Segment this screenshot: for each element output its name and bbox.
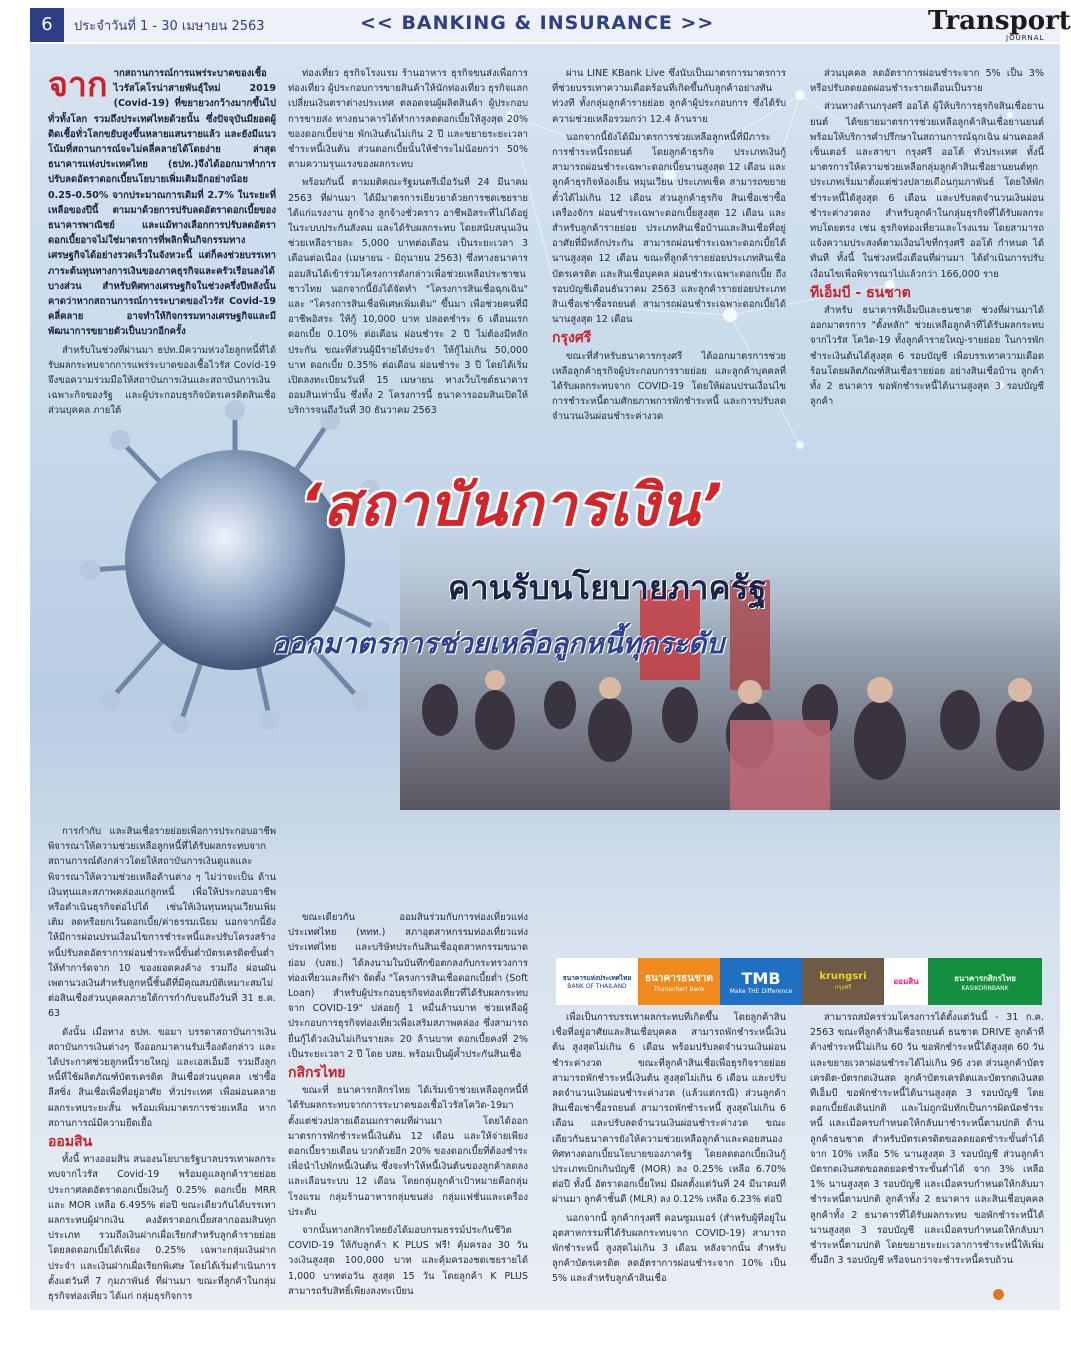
logo-bot-name: ธนาคารแห่งประเทศไทย	[562, 974, 632, 982]
end-mark-icon	[993, 1289, 1004, 1300]
logo-thanachart-sub: Thanachart Bank	[653, 985, 705, 993]
logo-tmb-name: TMB	[741, 968, 781, 988]
headline-title: ‘สถาบันการเงิน’	[300, 471, 724, 539]
column-4-bottom	[810, 1010, 1044, 1302]
publication-logo: Transport	[928, 6, 1071, 36]
logo-tmb-sub: Make THE Difference	[729, 987, 793, 995]
logo-gsb-name: ออมสิน	[893, 977, 919, 986]
logo-gsb	[884, 958, 928, 1005]
paragraph: ทั้งนี้ ทางออมสิน สนองนโยบายรัฐบาลบรรเทาผลกระทบจากไวรัส Covid-19 พร้อมดูแลลูกค้ารายย่อย ประกาศลดอัตราดอกเบี้ยเงินกู้ 0.25% ดอกเบี้ย MRR และ MOR เหลือ 6.495% ต่อปี ขณะเดียวกันได้บรรเทาผลกระทบผู้ฝากเงิน คงอัตราดอกเบี้ยสลากออมสินทุกประเภท รวมถึงเงินฝากเผื่อเรียกสำหรับลูกค้ารายย่อย โดยลดดอกเบี้ยได้เพียง 0.25% เฉพาะกลุ่มเงินฝากประจำ และเงินฝากเผื่อเรียกพิเศษ โดยได้เริ่มดำเนินการตั้งแต่วันที่ 7 กุมภาพันธ์ ที่ผ่านมา ขณะที่ลูกค้าในกลุ่มธุรกิจท่องเที่ยว ได้แก่ กลุ่มธุรกิจการ	[48, 1154, 276, 1303]
paragraph: พร้อมกันนี้ ตามมติคณะรัฐมนตรีเมื่อวันที่ 24 มีนาคม 2563 ที่ผ่านมา ได้มีมาตรการเยียวยาด้วยการชดเชยรายได้แก่แรงงาน ลูกจ้าง ลูกจ้างชั่วคราว อาชีพอิสระที่ไม่ได้อยู่ในระบบประกันสังคม และได้รับผลกระทบ โดยสนับสนุนเงินช่วยเหลือรายละ 5,000 บาทต่อเดือน เป็นระยะเวลา 3 เดือนต่อเนื่อง (เมษายน - มิถุนายน 2563) ซึ่งทางธนาคารออมสินได้เข้าร่วมโครงการดังกล่าวเพื่อช่วยเหลือประชาชนชาวไทย นอกจากนี้ยังได้จัดทำ "โครงการสินเชื่อฉุกเฉิน" และ "โครงการสินเชื่อพิเศษเพิ่มเติม" ขึ้นมา เพื่อช่วยคนที่มีอาชีพอิสระ ให้กู้ 10,000 บาท ปลอดชำระ 6 เดือนแรก ดอกเบี้ย 0.10% ต่อเดือน ผ่อนชำระ 2 ปี ไม่ต้องมีหลักประกัน ขณะที่ส่วนผู้มีรายได้ประจำ ให้กู้ไม่เกิน 50,000 บาท ดอกเบี้ย 0.35% ต่อเดือน ผ่อนชำระ 3 ปี โดยได้เริ่มเปิดลงทะเบียนวันที่ 15 เมษายน ทางเว็บไซต์ธนาคารออมสินเท่านั้น ซึ่งทั้ง 2 โครงการนี้ ธนาคารออมสินเปิดให้บริการจนถึงวันที่ 30 ธันวาคม 2563	[288, 177, 528, 417]
dropcap: จาก	[48, 65, 108, 105]
logo-bot-sub: BANK OF THAILAND	[567, 983, 627, 990]
logo-krungsri-name: krungsri	[819, 971, 867, 982]
paragraph: นอกจากนี้ยังได้มีมาตรการช่วยเหลือลูกหนี้ที่มีภาระการชำระหนี้รถยนต์ โดยลูกค้าธุรกิจ ประเภทเงินกู้ สามารถผ่อนชำระเฉพาะดอกเบี้ยนานสูงสุด 12 เดือน และลูกค้าธุรกิจห้องเย็น หมุนเวียน ประเภทเช็ค สามารถขยายตั๋วได้ไม่เกิน 12 เดือน ส่วนลูกค้าธุรกิจ สินเชื่อเช่าซื้อเครื่องจักร ผ่อนชำระเฉพาะดอกเบี้ยสูงสุด 12 เดือน และสำหรับลูกค้ารายย่อย ประเภทสินเชื่อบ้านและสินเชื่อที่อยู่อาศัยที่มีหลักประกัน สามารถผ่อนชำระเฉพาะดอกเบี้ยได้นานสูงสุด 12 เดือน ขณะที่ลูกค้ารายย่อยประเภทสินเชื่อบัตรเครดิต และสินเชื่อบุคคล ผ่อนชำระเฉพาะดอกเบี้ย ถึงรอบบัญชีเดือนธันวาคม 2563 และลูกค้ารายย่อยประเภทสินเชื่อเช่าซื้อรถยนต์ สามารถผ่อนชำระเฉพาะดอกเบี้ยได้นานสูงสุด 12 เดือน	[552, 131, 786, 326]
subhead-gsb: ออมสิน	[48, 1134, 93, 1151]
paragraph: ขณะที่ ธนาคารกสิกรไทย ได้เริ่มเข้าช่วยเหลือลูกหนี้ที่ได้รับผลกระทบจากการระบาดของเชื้อไวรัสโควิด-19มาตั้งแต่ช่วงปลายเดือนมกราคมที่ผ่านมา โดยได้ออกมาตรการพักชำระหนี้เงินต้น 12 เดือน และให้จ่ายเพียงดอกเบี้ยรายเดือน บวกด้วยอีก 20% ของดอกเบี้ยที่ต้องชำระ เพื่อนำไปพักหนี้เงินต้น ซึ่งจะทำให้หนี้เงินต้นของลูกค้าลดลง และเลือนระบบ 12 เดือน โดยกลุ่มลูกค้าเป้าหมายคือกลุ่มโรงแรม กลุ่มร้านอาหารกลุ่มขนส่ง กลุ่มแฟชั่นและเครื่องประดับ	[288, 1085, 528, 1218]
paragraph: ขณะที่สำหรับธนาคารกรุงศรี ได้ออกมาตรการช่วยเหลือลูกค้าธุรกิจผู้ประกอบการรายย่อย และลูกค้าบุคคลที่ได้รับผลกระทบจาก COVID-19 โดยให้ผ่อนปรนเงื่อนไขการชำระหนี้ตามศักยภาพการพักชำระหนี้ และการปรับลดจำนวนเงินผ่อนชำระค่างวด	[552, 350, 786, 423]
paragraph: ดังนั้น เมื่อทาง ธปท. ขอมา บรรดาสถาบันการเงินสถาบันการเงินต่างๆ จึงออกมาคานรับเรื่องดังกล่าว และได้ประกาศช่วยลูกหนี้รายใหญ่ และเอสเอ็มอี รวมถึงลูกหนี้ที่ใช้ผลิตภัณฑ์บัตรเครดิต สินเชื่อส่วนบุคคล เช่าซื้อ ลีสซิ่ง สินเชื่อเพื่อที่อยู่อาศัย ทั่วประเทศ เพื่อผ่อนคลายผลกระทบระยะสั้น พร้อมเพิ่มมาตรการช่วยเหลือ หากสถานการณ์มีความยืดเยื้อ	[48, 1026, 276, 1129]
paragraph: การกำกับ และสินเชื่อรายย่อยเพื่อการประกอบอาชีพพิจารณาให้ความช่วยเหลือลูกหนี้ที่ได้รับผลกระทบจากสถานการณ์ดังกล่าวโดยให้สถาบันการเงินดูแลและพิจารณาให้ความช่วยเหลือด้านต่าง ๆ ไม่ว่าจะเป็น ด้านเงินทุนและสภาพคล่องแก่ลูกหนี้ เพื่อให้ประกอบอาชีพหรือดำเนินธุรกิจต่อไปได้ เช่นให้เงินทุนหมุนเวียนเพิ่มเติม ลดหรือยกเว้นดอกเบี้ย/ค่าธรรมเนียม นอกจากนี้ยังให้มีการผ่อนปรนเงื่อนไขการชำระหนี้และปรับโครงสร้างหนี้ปรับลดอัตราการผ่อนชำระหนี้ขั้นต่ำบัตรเครดิตขั้นต่ำให้ทำการ์ดจาก 10 ของยอดคงค้าง รวมถึง ผ่อนผันเพดานวงเงินสำหรับลูกหนี้ชั้นดีที่มีคุณสมบัติเหมาะสมไม่ต่อสินเชื่อส่วนบุคคลภายใต้การกำกับจนถึงวันที่ 31 ธ.ค. 63	[48, 826, 276, 1020]
paragraph: ส่วนทางด้านกรุงศรี ออโต้ ผู้ให้บริการธุรกิจสินเชื่อยานยนต์ ได้ขยายมาตรการช่วยเหลือลูกค้าสินเชื่อยานยนต์ พร้อมให้บริการคำปรึกษาในสถานการณ์ฉุกเฉิน ผ่านคอลล์เซ็นเตอร์ และสาขา กรุงศรี ออโต้ ทั่วประเทศ ทั้งนี้มาตรการให้ความช่วยเหลือกลุ่มลูกค้าสินเชื่อยานยนต์ทุกประเภทเริ่มมาตั้งแต่ช่วงปลายเดือนกุมภาพันธ์ โดยให้พักชำระหนี้ได้สูงสุด 6 เดือน และปรับลดจำนวนเงินผ่อนชำระค่างวดลง สำหรับลูกค้าในกลุ่มธุรกิจที่ได้รับผลกระทบโดยตรง เช่น ธุรกิจท่องเที่ยวและโรงแรม โดยสามารถแจ้งความประสงค์ตามเงื่อนไขที่กรุงศรี ออโต้ กำหนด ได้ทันที ทั้งนี้ ในช่วงหนึ่งเดือนที่ผ่านมา ได้ดำเนินการปรับเงื่อนไขเพื่อพิจารณาไปแล้วกว่า 166,000 ราย	[810, 101, 1044, 280]
column-3-bottom	[552, 1010, 786, 1302]
bank-logos-strip	[556, 958, 1042, 1005]
logo-bank-of-thailand	[556, 958, 638, 1005]
paragraph: สำหรับ ธนาคารทีเอ็มบีและธนชาต ช่วงที่ผ่านมาได้ออกมาตรการ "ตั้งหลัก" ช่วยเหลือลูกค้าที่ได้รับผลกระทบจากไวรัส โควิด-19 ทั้งลูกค้ารายใหญ่-รายย่อย ในการพักชำระเงินต้นได้สูงสุด 6 รอบบัญชี เพื่อบรรเทาความเดือดร้อนโดยผลิตภัณฑ์สินเชื่อรายย่อย อย่างสินเชื่อบ้าน ลูกค้าทั้ง 2 ธนาคาร ขอพักชำระหนี้ได้นานสูงสุด 3 รอบบัญชี ลูกค้า	[810, 305, 1044, 408]
paragraph: ขณะเดียวกัน ออมสินร่วมกับการท่องเที่ยวแห่งประเทศไทย (ททท.) สภาอุตสาหกรรมท่องเที่ยวแห่งประเทศไทย และบริษัทประกันสินเชื่ออุตสาหกรรมขนาดย่อม (บสย.) ได้ลงนามในบันทึกข้อตกลงกับกระทรวงการท่องเที่ยวและกีฬา จัดตั้ง "โครงการสินเชื่อดอกเบี้ยต่ำ (Soft Loan) สำหรับผู้ประกอบธุรกิจท่องเที่ยวที่ได้รับผลกระทบจาก COVID-19" ปล่อยกู้ 1 หมื่นล้านบาท ช่วยเหลือผู้ประกอบการธุรกิจท่องเที่ยวเพื่อเสริมสภาพคล่อง ซึ่งสามารถยื่นกู้ได้วงเงินไม่เกินรายละ 20 ล้านบาท ดอกเบี้ยคงที่ 2% เป็นระยะเวลา 2 ปี โดย บสย. พร้อมเป็นผู้ค้ำประกันสินเชื่อ	[288, 912, 528, 1060]
paragraph: ส่วนบุคคล ลดอัตราการผ่อนชำระจาก 5% เป็น 3% หรือปรับลดยอดผ่อนชำระรายเดือนเป็นราย	[810, 68, 1044, 95]
paragraph: สามารถสมัครร่วมโครงการได้ตั้งแต่วันนี้ - 31 ก.ค. 2563 ขณะที่ลูกค้าสินเชื่อรถยนต์ ธนชาต DRIVE ลูกค้าที่ค้างชำระหนี้ไม่เกิน 60 วัน ขอพักชำระหนี้ได้สูงสุด 60 วัน และขยายเวลาผ่อนชำระได้ไม่เกิน 96 งวด ส่วนลูกค้าบัตรเครดิต-บัตรกดเงินสด ลูกค้าบัตรเครดิตและบัตรกดเงินสดทีเอ็มบี ขอพักชำระหนี้ได้นานสูงสุด 3 รอบบัญชี โดยดอกเบี้ยยังเดินปกติ และไม่ถูกนับทักเป็นการผิดนัดชำระหนี้ และเมื่อครบกำหนดให้กลับมาชำระหนี้ตามปกติ ด้านลูกค้าธนชาต สำหรับบัตรเครดิตขอลดยอดชำระขั้นต่ำได้ จาก 10% เหลือ 5% นานสูงสุด 3 รอบบัญชี ส่วนลูกค้าบัตรกดเงินสดขอลดยอดชำระขั้นต่ำได้ จาก 3% เหลือ 1% นานสูงสุด 3 รอบบัญชี และเมื่อครบกำหนดให้กลับมาชำระหนี้ตามปกติ ลูกค้าทั้ง 2 ธนาคาร และสินเชื่อบุคคล ลูกค้าทั้ง 2 ธนาคารที่ได้รับผลกระทบ ขอพักชำระหนี้ได้นานสูงสุด 3 รอบบัญชี และเมื่อครบกำหนดให้กลับมาชำระหนี้ตามปกติ โดยขยายระยะเวลาการชำระหนี้ให้เพิ่มขึ้นอีก 3 รอบบัญชี หรือจนกว่าจะชำระหนี้ครบถ้วน	[810, 1012, 1044, 1267]
column-3-top	[552, 66, 786, 451]
logo-thanachart	[638, 958, 720, 1005]
headline-subtitle-2: ออกมาตรการช่วยเหลือลูกหนี้ทุกระดับ	[272, 627, 724, 660]
logo-krungsri-sub: กรุงศรี	[834, 984, 852, 991]
publication-logo-sub: JOURNAL	[1006, 34, 1045, 42]
subhead-tmb-thanachart: ทีเอ็มบี - ธนชาต	[810, 284, 911, 301]
paragraph: สำหรับในช่วงที่ผ่านมา ธปท.มีความห่วงใยลูกหนี้ที่ได้รับผลกระทบจากการแพร่ระบาดของเชื้อไวรัส Covid-19 จึงขอความร่วมมือให้สถาบันการเงินและสถาบันการเงินเฉพาะกิจของรัฐ และผู้ประกอบธุรกิจบัตรเครดิตสินเชื่อส่วนบุคคล ภายใต้	[48, 344, 276, 417]
logo-kbank	[928, 958, 1042, 1005]
column-1-top	[48, 65, 276, 417]
column-2-bottom	[288, 910, 528, 1302]
column-2-top	[288, 66, 528, 451]
logo-kbank-sub: KASIKORNBANK	[961, 984, 1009, 992]
logo-tmb	[720, 958, 802, 1005]
section-title: << BANKING & INSURANCE >>	[360, 12, 715, 34]
paragraph: ผ่าน LINE KBank Live ซึ่งนับเป็นมาตรการมาตรการที่ช่วยบรรเทาความเดือดร้อนที่เกิดขึ้นกับลูกค้าอย่างทันท่วงที ทั้งกลุ่มลูกค้ารายย่อย ลูกค้าผู้ประกอบการ ซึ่งได้รับความช่วยเหลือรวมกว่า 12.4 ล้านราย	[552, 68, 786, 125]
page-number: 6	[30, 8, 64, 42]
logo-thanachart-name: ธนาคารธนชาต	[644, 972, 714, 984]
paragraph: เพื่อเป็นการบรรเทาผลกระทบที่เกิดขึ้น โดยลูกค้าสินเชื่อที่อยู่อาศัยและสินเชื่อบุคคล สามารถพักชำระหนี้เงินต้น สูงสุดไม่เกิน 6 เดือน พร้อมปรับลดจำนวนเงินผ่อนชำระค่างวด ขณะที่ลูกค้าสินเชื่อเพื่อธุรกิจรายย่อย สามารถพักชำระหนี้เงินต้น สูงสุดไม่เกิน 6 เดือน และปรับลดจำนวนเงินผ่อนชำระค่างวด (แล้วแต่กรณี) ส่วนลูกค้าสินเชื่อเช่าซื้อรถยนต์ สามารถพักชำระหนี้ สูงสุดไม่เกิน 6 เดือน และปรับลดจำนวนเงินผ่อนชำระค่างวด ขณะเดียวกันธนาคารยังให้ความช่วยเหลือลูกค้าและคอยสนองทิศทางดอกเบี้ยนโยบายของภาครัฐ โดยลดดอกเบี้ยเงินกู้ประเภทเบิกเกินบัญชี (MOR) ลง 0.25% เหลือ 6.70% ต่อปี ทั้งนี้ อัตราดอกเบี้ยใหม่ มีผลตั้งแต่วันที่ 24 มีนาคมที่ผ่านมา ลูกค้าชั้นดี (MLR) ลง 0.12% เหลือ 6.23% ต่อปี	[552, 1012, 786, 1206]
logo-krungsri	[802, 958, 884, 1005]
logo-kbank-name: ธนาคารกสิกรไทย	[954, 973, 1016, 983]
column-4-top	[810, 66, 1044, 451]
headline-subtitle-1: คานรับนโยบายภาครัฐ	[448, 568, 767, 607]
issue-date: ประจำวันที่ 1 - 30 เมษายน 2563	[74, 19, 265, 34]
paragraph: นอกจากนี้ ลูกค้ากรุงศรี คอนซูมเมอร์ (สำหรับผู้ที่อยู่ในอุตสาหกรรมที่ได้รับผลกระทบจาก COVID-19) สามารถพักชำระหนี้ สูงสุดไม่เกิน 3 เดือน หลังจากนั้น สำหรับลูกค้าบัตรเครดิต ลดอัตราการผ่อนชำระจาก 10% เป็น 5% และสำหรับลูกค้าสินเชื่อ	[552, 1212, 786, 1285]
column-1-bottom	[48, 824, 276, 1302]
lead-paragraph: ากสถานการณ์การแพร่ระบาดของเชื้อไวรัสโคโรน่าสายพันธุ์ใหม่ 2019 (Covid-19) ที่ขยายวงกว้างมากขึ้นไปทั่วทั้งโลก รวมถึงประเทศไทยด้วยนั้น ซึ่งปัจจุบันมียอดผู้ติดเชื้อทั่วโลกขยับสูงขึ้นหลายแสนรายแล้ว และยังมีแนวโน้มที่สถานการณ์จะไม่คลี่คลายได้โดยง่าย ล่าสุดธนาคารแห่งประเทศไทย (ธปท.)จึงได้ออกมาทำการปรับลดอัตราดอกเบี้ยนโยบายเพิ่มเติมอีกอย่างน้อย 0.25-0.50% จากประมาณการเดิมที่ 2.7% ในระยะที่เหลือของปีนี้ ตามมาด้วยการปรับลดอัตราดอกเบี้ยของธนาคารพาณิชย์ และแม้ทางเลือกการปรับลดอัตราดอกเบี้ยอาจไม่ใช่มาตรการที่พลิกฟื้นกิจกรรมทางเศรษฐกิจได้อย่างรวดเร็วในจังหวะนี้ แต่ก็คงช่วยบรรเทาภาระต้นทุนทางการเงินของภาคธุรกิจและครัวเรือนลงได้บางส่วน สำหรับทิศทางเศรษฐกิจในช่วงครึ่งปีหลังนั้น คาดว่าหากสถานการณ์การระบาดของไวรัส Covid-19 คลี่คลาย อาจทำให้กิจกรรมทางเศรษฐกิจและมีพัฒนาการขยายตัวเป็นบวกอีกครั้ง	[48, 68, 276, 338]
subhead-kbank: กสิกรไทย	[288, 1065, 346, 1082]
paragraph: จากนั้นทางกสิกรไทยยังได้มอบกรมธรรม์ประกันชีวิต COVID-19 ให้กับลูกค้า K PLUS ฟรี! คุ้มครอง 30 วัน วงเงินสูงสุด 100,000 บาท และคุ้มครองชดเชยรายได้ 1,000 บาทต่อวัน สูงสุด 15 วัน โดยลูกค้า K PLUS สามารถรับสิทธิ์เพียงลงทะเบียน	[288, 1225, 528, 1297]
paragraph: ท่องเที่ยว ธุรกิจโรงแรม ร้านอาหาร ธุรกิจขนส่งเพื่อการท่องเที่ยว ผู้ประกอบการขายสินค้าให้นักท่องเที่ยว ธุรกิจแลกเปลี่ยนเงินตราต่างประเทศ ตลอดจนผู้ผลิตสินค้า ผู้ประกอบการขายส่ง ทางธนาคารได้ทำการลดดอกเบี้ยให้สูงสุด 20% ของดอกเบี้ยจ่าย พักเงินต้นไม่เกิน 2 ปี และขยายระยะเวลาชำระหนี้เงินต้น ส่วนดอกเบี้ยนั้นให้ชำระไม่น้อยกว่า 50% ตามความรุนแรงของผลกระทบ	[288, 68, 528, 171]
subhead-krungsri: กรุงศรี	[552, 330, 592, 347]
